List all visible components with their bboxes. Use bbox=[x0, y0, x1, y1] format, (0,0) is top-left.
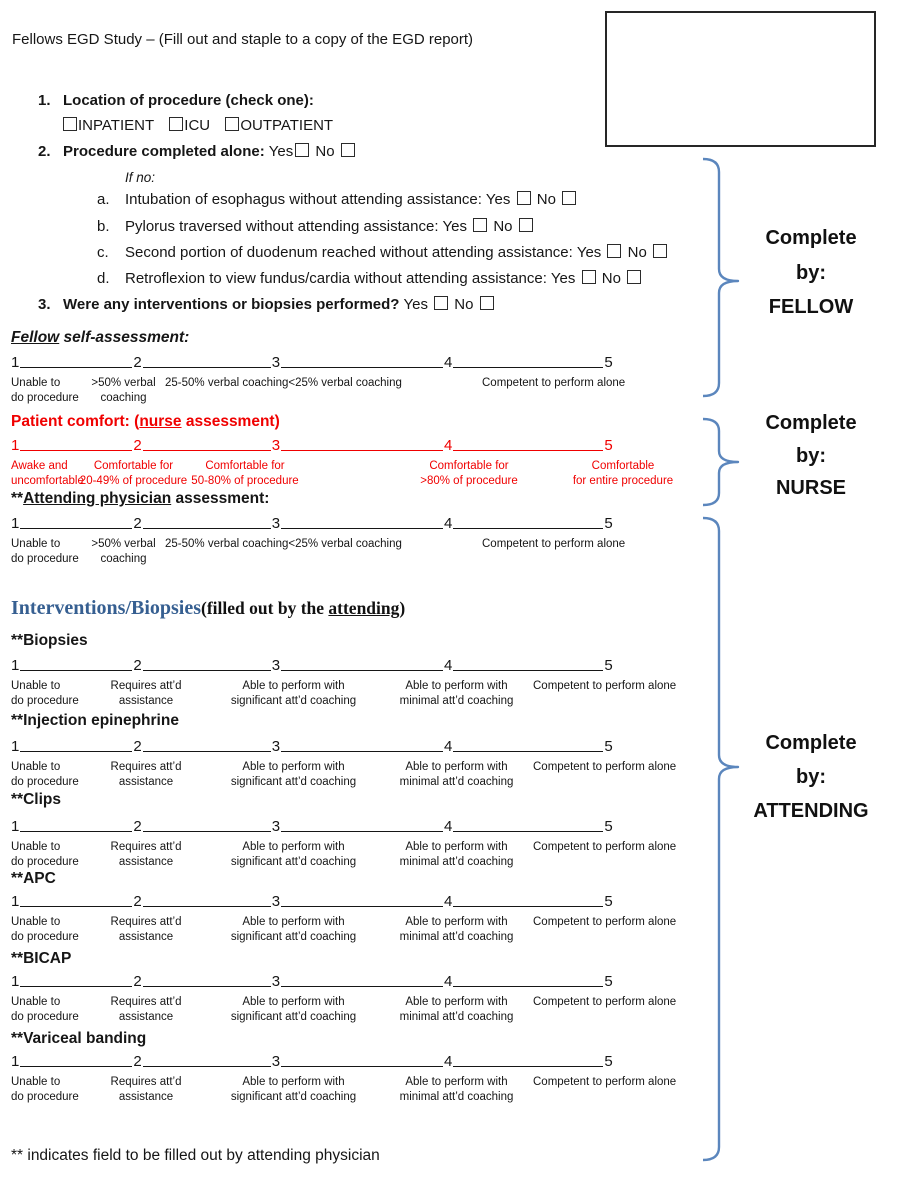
scale-ruler bbox=[11, 512, 711, 532]
scale-point-4[interactable]: 4 bbox=[444, 354, 453, 371]
scale-label: Unable to do procedure bbox=[11, 841, 79, 868]
checkbox-q2c-no[interactable] bbox=[653, 244, 667, 258]
checkbox-inpatient[interactable] bbox=[63, 117, 77, 131]
scale-line-segment bbox=[143, 750, 271, 752]
scale-line-segment bbox=[281, 750, 443, 752]
scale-ruler bbox=[11, 654, 711, 674]
scale-point-1[interactable]: 1 bbox=[11, 973, 20, 990]
scale-label: Able to perform with minimal att’d coaching bbox=[399, 996, 514, 1023]
scale-point-5[interactable]: 5 bbox=[604, 738, 613, 755]
item-letter: b. bbox=[97, 218, 110, 235]
scale-label: Requires att’d assistance bbox=[110, 996, 182, 1023]
question-2a bbox=[97, 190, 578, 209]
scale-label: Able to perform with significant att’d coaching bbox=[230, 841, 357, 868]
patient-comfort-heading bbox=[11, 413, 280, 431]
item-variceal-banding-label: **Variceal banding bbox=[11, 1030, 147, 1047]
scale-line-segment bbox=[281, 830, 443, 832]
complete-by-attending-line2: by: bbox=[796, 766, 826, 788]
scale-point-1[interactable]: 1 bbox=[11, 818, 20, 835]
scale-line-segment bbox=[453, 449, 603, 451]
scale-label: Competent to perform alone bbox=[533, 1076, 677, 1088]
clips-scale bbox=[11, 815, 711, 872]
scale-line-segment bbox=[20, 985, 132, 987]
question-2c-text: Second portion of duodenum reached without attending assistance: bbox=[125, 244, 573, 261]
attending-brace bbox=[700, 516, 740, 1162]
scale-ruler bbox=[11, 1050, 711, 1070]
scale-point-1[interactable]: 1 bbox=[11, 354, 20, 371]
nurse-heading-prefix: Patient comfort: ( bbox=[11, 413, 140, 430]
scale-line-segment bbox=[281, 905, 443, 907]
scale-point-3[interactable]: 3 bbox=[271, 738, 281, 755]
scale-label: Able to perform with significant att’d coaching bbox=[230, 996, 357, 1023]
question-3-number: 3. bbox=[38, 296, 51, 313]
patient-comfort-scale bbox=[11, 434, 711, 491]
scale-line-segment bbox=[143, 985, 271, 987]
scale-label: Awake and uncomfortable bbox=[11, 460, 84, 487]
option-icu bbox=[169, 117, 210, 134]
checkbox-icu[interactable] bbox=[169, 117, 183, 131]
attending-heading-rest: assessment: bbox=[171, 490, 270, 507]
scale-label: Unable to do procedure bbox=[11, 680, 79, 707]
variceal-banding-scale bbox=[11, 1050, 711, 1107]
attending-heading-stars: ** bbox=[11, 490, 24, 507]
scale-line-segment bbox=[143, 669, 271, 671]
no-label: No bbox=[601, 270, 621, 287]
bicap-scale bbox=[11, 970, 711, 1027]
question-1-label: Location of procedure (check one): bbox=[63, 92, 314, 109]
checkbox-q2a-yes[interactable] bbox=[517, 191, 531, 205]
scale-label: Unable to do procedure bbox=[11, 996, 79, 1023]
scale-label: Unable to do procedure bbox=[11, 761, 79, 788]
yes-label: Yes bbox=[403, 296, 428, 313]
scale-line-segment bbox=[143, 366, 271, 368]
item-injection-epinephrine-label: **Injection epinephrine bbox=[11, 712, 179, 729]
question-1 bbox=[38, 91, 314, 110]
scale-label: Requires att’d assistance bbox=[110, 841, 182, 868]
scale-point-2[interactable]: 2 bbox=[133, 818, 142, 835]
question-2 bbox=[38, 142, 357, 161]
checkbox-q3-no[interactable] bbox=[480, 296, 494, 310]
scale-label: Competent to perform alone bbox=[533, 996, 677, 1008]
fellow-assessment-heading bbox=[11, 329, 189, 347]
checkbox-q2b-no[interactable] bbox=[519, 218, 533, 232]
scale-point-1[interactable]: 1 bbox=[11, 893, 20, 910]
scale-line-segment bbox=[281, 366, 443, 368]
scale-point-5[interactable]: 5 bbox=[604, 657, 613, 674]
scale-label: Requires att’d assistance bbox=[110, 1076, 182, 1103]
scale-label: Unable to do procedure bbox=[11, 1076, 79, 1103]
interventions-heading-underlined: attending bbox=[328, 598, 400, 618]
scale-label: Competent to perform alone bbox=[533, 916, 677, 928]
interventions-heading-title: Interventions/Biopsies bbox=[11, 597, 202, 619]
scale-labels bbox=[11, 537, 711, 569]
question-2a-text: Intubation of esophagus without attending assistance: bbox=[125, 191, 482, 208]
scale-point-4[interactable]: 4 bbox=[444, 515, 453, 532]
attending-assessment-heading bbox=[11, 490, 269, 508]
scale-point-2[interactable]: 2 bbox=[133, 738, 142, 755]
question-2d-text: Retroflexion to view fundus/cardia without attending assistance: bbox=[125, 270, 547, 287]
scale-point-5[interactable]: 5 bbox=[604, 973, 613, 990]
fellow-brace bbox=[700, 157, 740, 398]
form-title: Fellows EGD Study – (Fill out and staple to a copy of the EGD report) bbox=[12, 31, 474, 48]
complete-by-attending-line1: Complete bbox=[765, 732, 857, 754]
scale-point-4[interactable]: 4 bbox=[444, 893, 453, 910]
scale-point-4[interactable]: 4 bbox=[444, 973, 453, 990]
scale-line-segment bbox=[453, 527, 603, 529]
scale-point-5[interactable]: 5 bbox=[604, 515, 613, 532]
scale-ruler bbox=[11, 735, 711, 755]
scale-ruler bbox=[11, 815, 711, 835]
scale-line-segment bbox=[281, 669, 443, 671]
scale-label: Unable to do procedure bbox=[11, 377, 79, 404]
scale-point-2[interactable]: 2 bbox=[133, 515, 142, 532]
checkbox-q2c-yes[interactable] bbox=[607, 244, 621, 258]
scale-line-segment bbox=[281, 527, 443, 529]
scale-point-1[interactable]: 1 bbox=[11, 515, 20, 532]
no-label: No bbox=[315, 143, 335, 160]
item-biopsies-label: **Biopsies bbox=[11, 632, 88, 649]
checkbox-q2b-yes[interactable] bbox=[473, 218, 487, 232]
no-label: No bbox=[536, 191, 556, 208]
scale-label: Comfortable for entire procedure bbox=[572, 460, 674, 487]
complete-by-attending-line3: ATTENDING bbox=[753, 800, 869, 822]
option-outpatient bbox=[225, 117, 333, 134]
item-letter: d. bbox=[97, 270, 110, 287]
scale-label: 25-50% verbal coaching<25% verbal coaching bbox=[165, 377, 402, 389]
scale-point-4[interactable]: 4 bbox=[444, 657, 453, 674]
checkbox-q2d-no[interactable] bbox=[627, 270, 641, 284]
no-label: No bbox=[627, 244, 647, 261]
yes-label: Yes bbox=[485, 191, 511, 208]
scale-point-2[interactable]: 2 bbox=[133, 657, 142, 674]
scale-label: Comfortable for >80% of procedure bbox=[420, 460, 518, 487]
scale-point-5[interactable]: 5 bbox=[604, 1053, 613, 1070]
yes-label: Yes bbox=[550, 270, 576, 287]
scale-label: 25-50% verbal coaching<25% verbal coaching bbox=[165, 538, 402, 550]
scale-point-1[interactable]: 1 bbox=[11, 657, 20, 674]
scale-ruler bbox=[11, 351, 711, 371]
item-letter: c. bbox=[97, 244, 109, 261]
scale-labels bbox=[11, 376, 711, 408]
fellow-assessment-scale bbox=[11, 351, 711, 408]
scale-label: Able to perform with significant att’d coaching bbox=[230, 1076, 357, 1103]
scale-point-4[interactable]: 4 bbox=[444, 1053, 453, 1070]
scale-point-1[interactable]: 1 bbox=[11, 437, 20, 454]
scale-line-segment bbox=[20, 527, 132, 529]
scale-ruler bbox=[11, 890, 711, 910]
scale-line-segment bbox=[453, 750, 603, 752]
item-letter: a. bbox=[97, 191, 110, 208]
question-3-label: Were any interventions or biopsies performed? bbox=[63, 296, 400, 313]
question-2b bbox=[97, 217, 535, 236]
yes-label: Yes bbox=[576, 244, 602, 261]
scale-line-segment bbox=[143, 905, 271, 907]
scale-line-segment bbox=[143, 830, 271, 832]
scale-point-3[interactable]: 3 bbox=[271, 893, 281, 910]
nurse-heading-underlined: nurse bbox=[139, 413, 182, 430]
patient-label-box[interactable] bbox=[605, 11, 876, 147]
scale-labels bbox=[11, 840, 711, 872]
scale-point-3[interactable]: 3 bbox=[271, 437, 281, 454]
scale-label: Able to perform with minimal att’d coaching bbox=[399, 761, 514, 788]
option-icu-label: ICU bbox=[184, 117, 211, 134]
scale-line-segment bbox=[281, 449, 443, 451]
apc-scale bbox=[11, 890, 711, 947]
scale-line-segment bbox=[20, 1065, 132, 1067]
if-no-label: If no: bbox=[125, 170, 156, 185]
complete-by-fellow-line3: FELLOW bbox=[768, 296, 854, 318]
option-outpatient-label: OUTPATIENT bbox=[240, 117, 334, 134]
scale-point-3[interactable]: 3 bbox=[271, 354, 281, 371]
scale-line-segment bbox=[20, 366, 132, 368]
scale-line-segment bbox=[143, 449, 271, 451]
scale-point-5[interactable]: 5 bbox=[604, 818, 613, 835]
interventions-heading-suffix: ) bbox=[399, 598, 406, 618]
scale-label: >50% verbal coaching bbox=[91, 538, 156, 565]
yes-label: Yes bbox=[268, 143, 294, 160]
scale-line-segment bbox=[20, 905, 132, 907]
scale-line-segment bbox=[20, 830, 132, 832]
footer-note: ** indicates field to be filled out by attending physician bbox=[11, 1147, 380, 1164]
scale-label: Unable to do procedure bbox=[11, 916, 79, 943]
scale-label: Competent to perform alone bbox=[533, 680, 677, 692]
option-inpatient-label: INPATIENT bbox=[78, 117, 155, 134]
question-2c bbox=[97, 243, 669, 262]
question-1-number: 1. bbox=[38, 92, 51, 109]
option-inpatient bbox=[63, 117, 154, 134]
scale-line-segment bbox=[20, 750, 132, 752]
scale-label: Able to perform with significant att’d coaching bbox=[230, 761, 357, 788]
scale-point-3[interactable]: 3 bbox=[271, 515, 281, 532]
injection-epinephrine-scale bbox=[11, 735, 711, 792]
attending-assessment-scale bbox=[11, 512, 711, 569]
scale-point-2[interactable]: 2 bbox=[133, 1053, 142, 1070]
fellow-heading-underlined: Fellow bbox=[11, 329, 60, 346]
attending-heading-underlined: Attending physician bbox=[23, 490, 172, 507]
no-label: No bbox=[454, 296, 474, 313]
scale-label: Comfortable for 50-80% of procedure bbox=[191, 460, 299, 487]
question-3 bbox=[38, 295, 496, 314]
item-bicap-label: **BICAP bbox=[11, 950, 72, 967]
scale-label: Able to perform with minimal att’d coaching bbox=[399, 841, 514, 868]
scale-label: Able to perform with minimal att’d coaching bbox=[399, 916, 514, 943]
complete-by-attending bbox=[736, 726, 886, 828]
checkbox-q2a-no[interactable] bbox=[562, 191, 576, 205]
scale-labels bbox=[11, 679, 711, 711]
scale-label: Requires att’d assistance bbox=[110, 761, 182, 788]
scale-label: Competent to perform alone bbox=[533, 841, 677, 853]
interventions-heading-prefix: (filled out by the bbox=[201, 598, 329, 618]
scale-line-segment bbox=[453, 985, 603, 987]
scale-point-2[interactable]: 2 bbox=[133, 354, 142, 371]
scale-point-2[interactable]: 2 bbox=[133, 893, 142, 910]
scale-point-3[interactable]: 3 bbox=[271, 818, 281, 835]
scale-point-1[interactable]: 1 bbox=[11, 738, 20, 755]
nurse-brace bbox=[700, 417, 740, 507]
scale-line-segment bbox=[453, 1065, 603, 1067]
checkbox-outpatient[interactable] bbox=[225, 117, 239, 131]
nurse-heading-suffix: assessment) bbox=[181, 413, 280, 430]
question-2b-text: Pylorus traversed without attending assistance: bbox=[125, 218, 439, 235]
complete-by-nurse-line2: by: bbox=[796, 444, 826, 467]
complete-by-fellow-line1: Complete bbox=[765, 227, 857, 249]
scale-line-segment bbox=[143, 527, 271, 529]
scale-label: Comfortable for 20-49% of procedure bbox=[79, 460, 188, 487]
checkbox-q2-yes[interactable] bbox=[295, 143, 309, 157]
interventions-heading bbox=[11, 597, 405, 620]
scale-label: Unable to do procedure bbox=[11, 538, 79, 565]
scale-ruler bbox=[11, 434, 711, 454]
scale-label: Able to perform with significant att’d coaching bbox=[230, 680, 357, 707]
scale-label: Competent to perform alone bbox=[533, 761, 677, 773]
fellow-heading-rest: self-assessment: bbox=[59, 329, 190, 346]
scale-line-segment bbox=[453, 669, 603, 671]
scale-labels bbox=[11, 995, 711, 1027]
scale-point-2[interactable]: 2 bbox=[133, 437, 142, 454]
scale-line-segment bbox=[20, 669, 132, 671]
scale-label: Competent to perform alone bbox=[482, 377, 626, 389]
scale-point-5[interactable]: 5 bbox=[604, 437, 613, 454]
scale-line-segment bbox=[453, 366, 603, 368]
scale-point-3[interactable]: 3 bbox=[271, 1053, 281, 1070]
scale-label: Requires att’d assistance bbox=[110, 916, 182, 943]
question-2-label: Procedure completed alone: bbox=[63, 143, 265, 160]
scale-labels bbox=[11, 760, 711, 792]
scale-label: >50% verbal coaching bbox=[91, 377, 156, 404]
scale-labels bbox=[11, 1075, 711, 1107]
scale-point-3[interactable]: 3 bbox=[271, 657, 281, 674]
complete-by-fellow-line2: by: bbox=[796, 261, 826, 284]
scale-line-segment bbox=[281, 1065, 443, 1067]
yes-label: Yes bbox=[442, 218, 467, 235]
scale-line-segment bbox=[453, 905, 603, 907]
scale-line-segment bbox=[143, 1065, 271, 1067]
scale-label: Able to perform with minimal att’d coaching bbox=[399, 680, 514, 707]
biopsies-scale bbox=[11, 654, 711, 711]
scale-label: Able to perform with significant att’d coaching bbox=[230, 916, 357, 943]
no-label: No bbox=[493, 218, 513, 235]
scale-point-3[interactable]: 3 bbox=[271, 973, 281, 990]
scale-point-4[interactable]: 4 bbox=[444, 437, 453, 454]
scale-point-5[interactable]: 5 bbox=[604, 354, 613, 371]
complete-by-nurse-line3: NURSE bbox=[775, 477, 846, 499]
question-2-number: 2. bbox=[38, 143, 51, 160]
scale-line-segment bbox=[20, 449, 132, 451]
scale-point-1[interactable]: 1 bbox=[11, 1053, 20, 1070]
question-1-options bbox=[63, 116, 344, 135]
item-clips-label: **Clips bbox=[11, 791, 61, 808]
checkbox-q2-no[interactable] bbox=[341, 143, 355, 157]
scale-point-2[interactable]: 2 bbox=[133, 973, 142, 990]
scale-labels bbox=[11, 915, 711, 947]
complete-by-nurse bbox=[736, 407, 886, 505]
scale-line-segment bbox=[453, 830, 603, 832]
scale-labels bbox=[11, 459, 711, 491]
scale-point-4[interactable]: 4 bbox=[444, 818, 453, 835]
complete-by-fellow bbox=[736, 221, 886, 325]
checkbox-q3-yes[interactable] bbox=[434, 296, 448, 310]
scale-label: Competent to perform alone bbox=[482, 538, 626, 550]
scale-label: Able to perform with minimal att’d coaching bbox=[399, 1076, 514, 1103]
question-2d bbox=[97, 269, 643, 288]
item-apc-label: **APC bbox=[11, 870, 56, 887]
complete-by-nurse-line1: Complete bbox=[765, 412, 857, 434]
scale-point-5[interactable]: 5 bbox=[604, 893, 613, 910]
checkbox-q2d-yes[interactable] bbox=[582, 270, 596, 284]
scale-point-4[interactable]: 4 bbox=[444, 738, 453, 755]
scale-ruler bbox=[11, 970, 711, 990]
scale-label: Requires att’d assistance bbox=[110, 680, 182, 707]
scale-line-segment bbox=[281, 985, 443, 987]
